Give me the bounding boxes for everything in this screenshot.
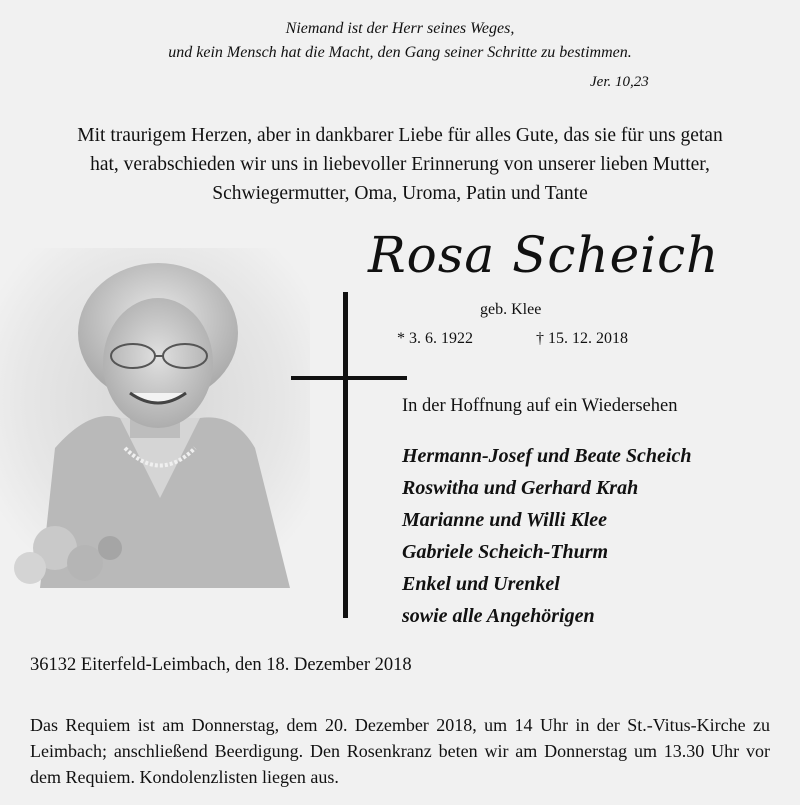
mourners-list <box>402 440 691 632</box>
quote-line-1: Niemand ist der Herr seines Weges, <box>285 20 515 37</box>
place-and-date: 36132 Eiterfeld-Leimbach, den 18. Dezember 2018 <box>30 655 412 675</box>
intro-line-3: Schwiegermutter, Oma, Uroma, Patin und Tante <box>212 183 588 204</box>
deceased-name: Rosa Scheich <box>368 226 720 284</box>
birth-date: * 3. 6. 1922 <box>397 330 473 347</box>
mourner: Marianne und Willi Klee <box>402 509 608 531</box>
funeral-notice: Das Requiem ist am Donnerstag, dem 20. Dezember 2018, um 14 Uhr in der St.-Vitus-Kirche zu Leimbach; anschließend Beerdigung. Den Rosenkranz beten wir am Donnerstag um 13.30 Uhr vor dem Requiem. Kondolenzlisten liegen aus. <box>30 715 770 787</box>
mourner: Roswitha und Gerhard Krah <box>402 477 639 499</box>
death-date: † 15. 12. 2018 <box>536 330 628 347</box>
mourner: Enkel und Urenkel <box>402 573 560 595</box>
intro-text <box>20 121 780 208</box>
portrait-photo <box>0 248 310 588</box>
hope-line: In der Hoffnung auf ein Wiedersehen <box>402 396 678 416</box>
quote-line-2: und kein Mensch hat die Macht, den Gang seiner Schritte zu bestimmen. <box>168 44 632 61</box>
mourner: sowie alle Angehörigen <box>402 605 595 627</box>
mourner: Gabriele Scheich-Thurm <box>402 541 609 563</box>
intro-line-1: Mit traurigem Herzen, aber in dankbarer Liebe für alles Gute, das sie für uns getan <box>77 125 723 146</box>
cross-horizontal-bar <box>291 376 407 380</box>
birth-name: geb. Klee <box>480 301 542 318</box>
mourner: Hermann-Josef und Beate Scheich <box>402 445 692 467</box>
bible-verse-reference: Jer. 10,23 <box>590 74 649 90</box>
intro-line-2: hat, verabschieden wir uns in liebevoller Erinnerung von unserer lieben Mutter, <box>90 154 710 175</box>
cross-vertical-bar <box>343 292 348 618</box>
